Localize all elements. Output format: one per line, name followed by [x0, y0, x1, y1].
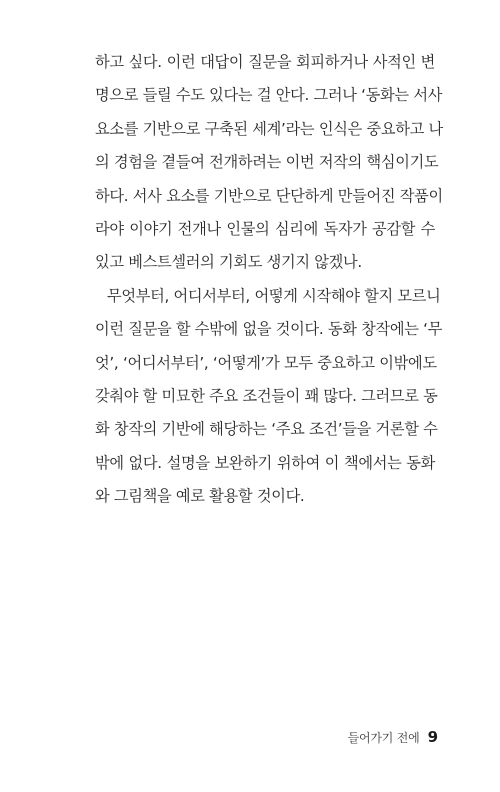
text-line: 밖에 없다. 설명을 보완하기 위하여 이 책에서는 동화 — [95, 453, 435, 472]
text-line: 와 그림책을 예로 활용할 것이다. — [95, 487, 305, 506]
paragraph-2 — [95, 280, 443, 514]
paragraph-1 — [95, 46, 443, 280]
text-line: 라야 이야기 전개나 인물의 심리에 독자가 공감할 수 — [95, 219, 435, 238]
text-line: 이런 질문을 할 수밖에 없을 것이다. 동화 창작에는 ‘무 — [95, 320, 443, 339]
page-number: 9 — [427, 728, 438, 746]
text-line: 무엇부터, 어디서부터, 어떻게 시작해야 할지 모르니 — [107, 286, 441, 305]
text-line: 하고 싶다. 이런 대답이 질문을 회피하거나 사적인 변 — [95, 53, 435, 71]
text-line: 화 창작의 기반에 해당하는 ‘주요 조건’들을 거론할 수 — [95, 420, 438, 439]
text-line: 엇’, ‘어디서부터’, ‘어떻게’가 모두 중요하고 이밖에도 — [95, 353, 437, 372]
text-line: 의 경험을 곁들여 전개하려는 이번 저작의 핵심이기도 — [95, 153, 439, 172]
text-line: 있고 베스트셀러의 기회도 생기지 않겠나. — [95, 253, 362, 272]
text-line: 명으로 들릴 수도 있다는 걸 안다. 그러나 ‘동화는 서사 — [95, 86, 443, 105]
text-line: 요소를 기반으로 구축된 세계’라는 인식은 중요하고 나 — [95, 119, 443, 138]
running-title: 들어가기 전에 — [347, 731, 420, 745]
page-footer — [348, 728, 438, 746]
text-line: 갖춰야 할 미묘한 주요 조건들이 꽤 많다. 그러므로 동 — [95, 386, 438, 405]
text-line: 하다. 서사 요소를 기반으로 단단하게 만들어진 작품이 — [95, 186, 443, 205]
body-text — [95, 46, 443, 513]
